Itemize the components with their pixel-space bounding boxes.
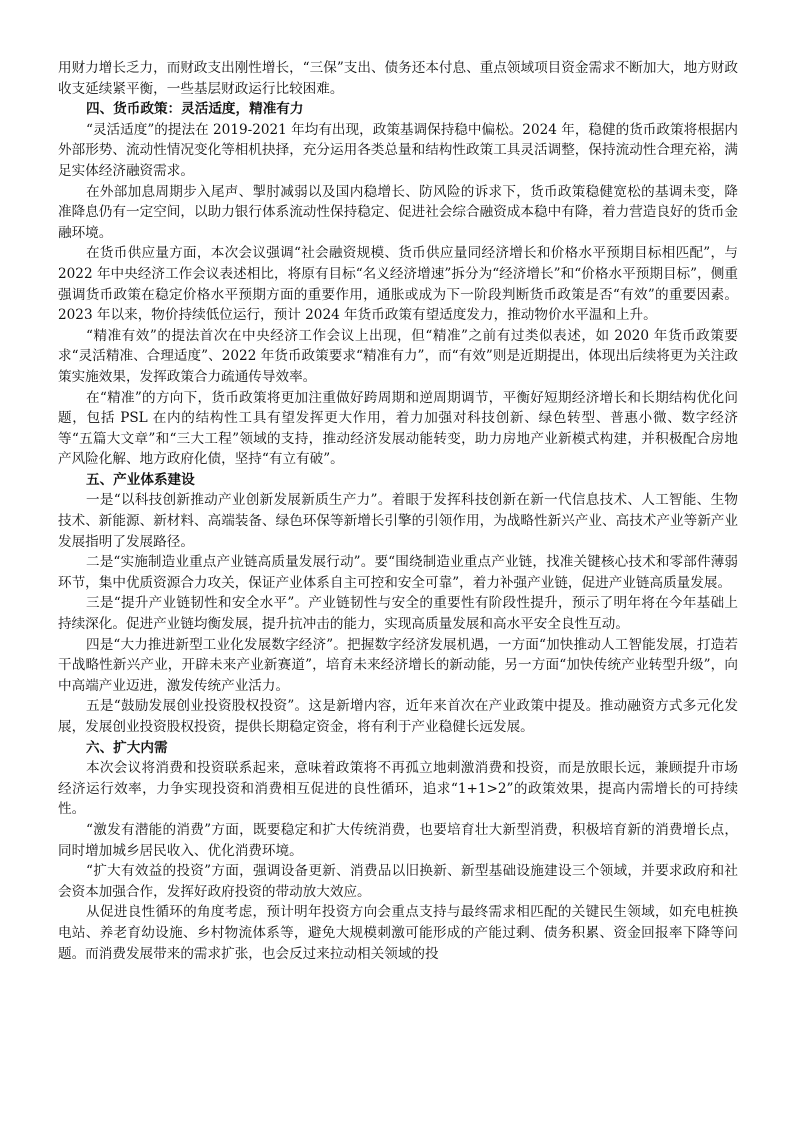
document-page bbox=[58, 58, 738, 964]
paragraph: “扩大有效益的投资”方面，强调设备更新、消费品以旧换新、新型基础设施建设三个领域，并要求政府和社会资本加强合作，发挥好政府投资的带动放大效应。 bbox=[58, 863, 738, 900]
paragraph: 在“精准”的方向下，货币政策将更加注重做好跨周期和逆周期调节，平衡好短期经济增长和长期结构优化问题，包括 PSL 在内的结构性工具有望发挥更大作用，着力加强对科技创新、绿色转型、普惠小微、数字经济等“五篇大文章”和“三大工程”领域的支持，推动经济发展动能转变，助力房地产业新模式构建，并积极配合房地产风险化解、地方政府化债，坚持“有立有破”。 bbox=[58, 389, 738, 468]
paragraph: 二是“实施制造业重点产业链高质量发展行动”。要“围绕制造业重点产业链，找准关键核心技术和零部件薄弱环节，集中优质资源合力攻关，保证产业体系自主可控和安全可靠”，着力补强产业链，促进产业链高质量发展。 bbox=[58, 554, 738, 591]
paragraph: 五是“鼓励发展创业投资股权投资”。这是新增内容，近年来首次在产业政策中提及。推动融资方式多元化发展，发展创业投资股权投资，提供长期稳定资金，将有利于产业稳健长远发展。 bbox=[58, 698, 738, 735]
paragraph: 一是“以科技创新推动产业创新发展新质生产力”。着眼于发挥科技创新在新一代信息技术、人工智能、生物技术、新能源、新材料、高端装备、绿色环保等新增长引擎的引领作用，为战略性新兴产业、高技术产业等新产业发展指明了发展路径。 bbox=[58, 492, 738, 550]
paragraph: “激发有潜能的消费”方面，既要稳定和扩大传统消费，也要培育壮大新型消费，积极培育新的消费增长点，同时增加城乡居民收入、优化消费环境。 bbox=[58, 821, 738, 859]
paragraph: 用财力增长乏力，而财政支出刚性增长，“三保”支出、债务还本付息、重点领域项目资金需求不断加大，地方财政收支延续紧平衡，一些基层财政运行比较困难。 bbox=[58, 60, 738, 97]
paragraph: 在外部加息周期步入尾声、掣肘减弱以及国内稳增长、防风险的诉求下，货币政策稳健宽松的基调未变，降准降息仍有一定空间，以助力银行体系流动性保持稳定、促进社会综合融资成本稳中有降，着力营造良好的货币金融环境。 bbox=[58, 183, 738, 241]
paragraph: 从促进良性循环的角度考虑，预计明年投资方向会重点支持与最终需求相匹配的关键民生领域，如充电桩换电站、养老育幼设施、乡村物流体系等，避免大规模刺激可能形成的产能过剩、债务积累、资金回报率下降等问题。而消费发展带来的需求扩张，也会反过来拉动相关领域的投 bbox=[58, 904, 738, 962]
paragraph: 本次会议将消费和投资联系起来，意味着政策将不再孤立地刺激消费和投资，而是放眼长远，兼顾提升市场经济运行效率，力争实现投资和消费相互促进的良性循环，追求“1+1>2”的政策效果，提高内需增长的可持续性。 bbox=[58, 760, 738, 818]
section-heading: 四、货币政策：灵活适度，精准有力 bbox=[86, 101, 304, 118]
section-heading: 六、扩大内需 bbox=[86, 739, 168, 756]
paragraph: 三是“提升产业链韧性和安全水平”。产业链韧性与安全的重要性有阶段性提升，预示了明年将在今年基础上持续深化。促进产业链均衡发展，提升抗冲击的能力，实现高质量发展和高水平安全良性互动。 bbox=[58, 595, 738, 633]
paragraph: “灵活适度”的提法在 2019-2021 年均有出现，政策基调保持稳中偏松。2024 年，稳健的货币政策将根据内外部形势、流动性情况变化等相机抉择，充分运用各类总量和结构性政策工具灵活调整，保持流动性合理充裕，满足实体经济融资需求。 bbox=[58, 121, 738, 179]
section-heading: 五、产业体系建设 bbox=[86, 471, 195, 488]
paragraph: “精准有效”的提法首次在中央经济工作会议上出现，但“精准”之前有过类似表述，如 2020 年货币政策要求“灵活精准、合理适度”、2022 年货币政策要求“精准有力”，而“有效”则是近期提出，体现出后续将更为关注政策实施效果，发挥政策合力疏通传导效率。 bbox=[58, 327, 738, 385]
paragraph: 四是“大力推进新型工业化发展数字经济”。把握数字经济发展机遇，一方面“加快推动人工智能发展，打造若干战略性新兴产业，开辟未来产业新赛道”，培育未来经济增长的新动能，另一方面“加快传统产业转型升级”，向中高端产业迈进，激发传统产业活力。 bbox=[58, 636, 738, 694]
paragraph: 在货币供应量方面，本次会议强调“社会融资规模、货币供应量同经济增长和价格水平预期目标相匹配”，与 2022 年中央经济工作会议表述相比，将原有目标“名义经济增速”拆分为“经济增长”和“价格水平预期目标”，侧重强调货币政策在稳定价格水平预期方面的重要作用，通胀或成为下一阶段判断货币政策是否“有效”的重要因素。2023 年以来，物价持续低位运行，预计 2024 年货币政策有望适度发力，推动物价水平温和上升。 bbox=[58, 245, 738, 324]
